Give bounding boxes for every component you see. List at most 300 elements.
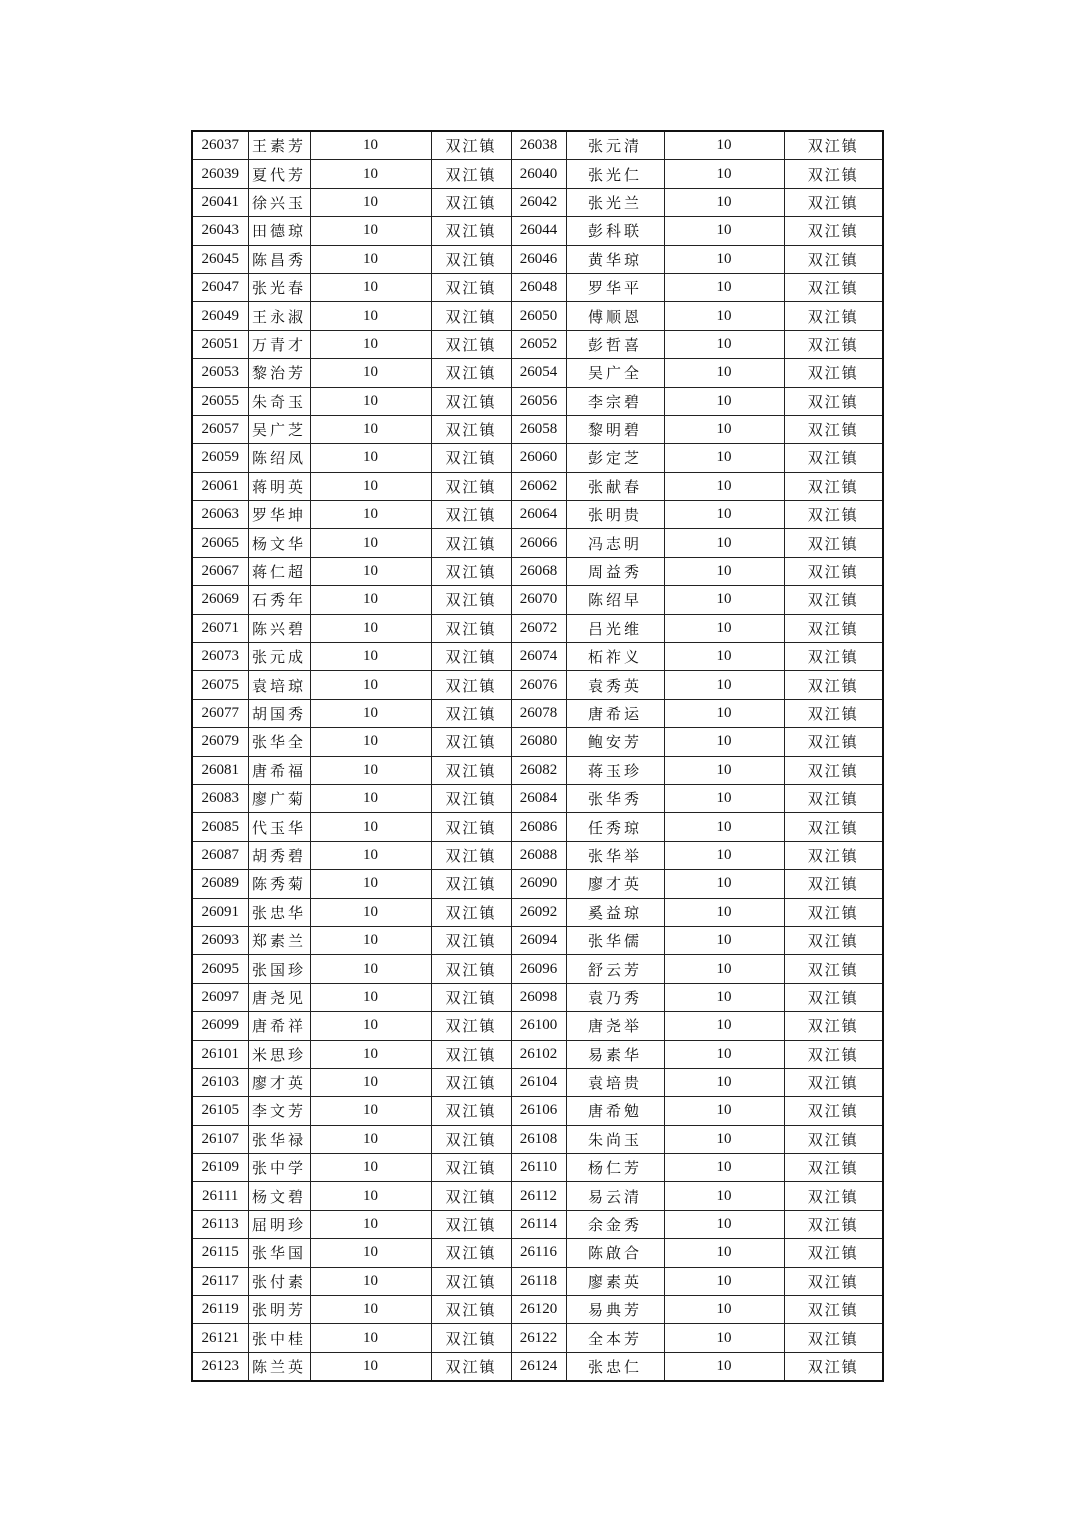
- record-number-cell: 26113: [192, 1210, 248, 1238]
- town-cell: 双江镇: [784, 1239, 883, 1267]
- town-cell: 双江镇: [784, 529, 883, 557]
- record-number-cell: 26105: [192, 1097, 248, 1125]
- record-number-cell: 26065: [192, 529, 248, 557]
- town-cell: 双江镇: [431, 841, 511, 869]
- amount-cell: 10: [664, 472, 784, 500]
- person-name-cell: 屈明珍: [248, 1210, 310, 1238]
- amount-cell: 10: [310, 131, 431, 160]
- record-number-cell: 26103: [192, 1068, 248, 1096]
- town-cell: 双江镇: [784, 1097, 883, 1125]
- person-name-cell: 徐兴玉: [248, 188, 310, 216]
- record-number-cell: 26081: [192, 756, 248, 784]
- person-name-cell: 张中桂: [248, 1324, 310, 1352]
- town-cell: 双江镇: [784, 302, 883, 330]
- town-cell: 双江镇: [784, 926, 883, 954]
- amount-cell: 10: [664, 387, 784, 415]
- table-row: [192, 614, 883, 642]
- record-number-cell: 26109: [192, 1154, 248, 1182]
- town-cell: 双江镇: [431, 359, 511, 387]
- town-cell: 双江镇: [784, 415, 883, 443]
- amount-cell: 10: [310, 444, 431, 472]
- town-cell: 双江镇: [784, 728, 883, 756]
- amount-cell: 10: [310, 1097, 431, 1125]
- record-number-cell: 26042: [511, 188, 566, 216]
- record-number-cell: 26106: [511, 1097, 566, 1125]
- person-name-cell: 朱奇玉: [248, 387, 310, 415]
- record-number-cell: 26093: [192, 926, 248, 954]
- town-cell: 双江镇: [431, 415, 511, 443]
- person-name-cell: 胡国秀: [248, 699, 310, 727]
- town-cell: 双江镇: [784, 188, 883, 216]
- record-number-cell: 26115: [192, 1239, 248, 1267]
- person-name-cell: 唐尧见: [248, 983, 310, 1011]
- town-cell: 双江镇: [784, 756, 883, 784]
- amount-cell: 10: [664, 614, 784, 642]
- person-name-cell: 张付素: [248, 1267, 310, 1295]
- person-name-cell: 易云清: [566, 1182, 664, 1210]
- record-number-cell: 26045: [192, 245, 248, 273]
- record-number-cell: 26076: [511, 671, 566, 699]
- amount-cell: 10: [310, 1352, 431, 1381]
- table-row: [192, 586, 883, 614]
- record-number-cell: 26097: [192, 983, 248, 1011]
- person-name-cell: 张明芳: [248, 1296, 310, 1324]
- person-name-cell: 舒云芳: [566, 955, 664, 983]
- town-cell: 双江镇: [431, 955, 511, 983]
- record-number-cell: 26077: [192, 699, 248, 727]
- amount-cell: 10: [664, 557, 784, 585]
- amount-cell: 10: [310, 1040, 431, 1068]
- town-cell: 双江镇: [431, 671, 511, 699]
- town-cell: 双江镇: [431, 1267, 511, 1295]
- table-row: [192, 1239, 883, 1267]
- town-cell: 双江镇: [784, 1352, 883, 1381]
- amount-cell: 10: [664, 330, 784, 358]
- record-number-cell: 26040: [511, 160, 566, 188]
- amount-cell: 10: [310, 557, 431, 585]
- record-number-cell: 26112: [511, 1182, 566, 1210]
- person-name-cell: 廖才英: [566, 870, 664, 898]
- amount-cell: 10: [664, 131, 784, 160]
- person-name-cell: 张华国: [248, 1239, 310, 1267]
- person-name-cell: 彭定芝: [566, 444, 664, 472]
- amount-cell: 10: [310, 217, 431, 245]
- table-row: [192, 955, 883, 983]
- record-number-cell: 26111: [192, 1182, 248, 1210]
- amount-cell: 10: [310, 1210, 431, 1238]
- record-number-cell: 26090: [511, 870, 566, 898]
- table-row: [192, 926, 883, 954]
- town-cell: 双江镇: [431, 557, 511, 585]
- record-number-cell: 26073: [192, 643, 248, 671]
- record-number-cell: 26120: [511, 1296, 566, 1324]
- record-number-cell: 26118: [511, 1267, 566, 1295]
- person-name-cell: 张中学: [248, 1154, 310, 1182]
- amount-cell: 10: [664, 643, 784, 671]
- record-number-cell: 26116: [511, 1239, 566, 1267]
- record-number-cell: 26068: [511, 557, 566, 585]
- person-name-cell: 黎治芳: [248, 359, 310, 387]
- amount-cell: 10: [664, 188, 784, 216]
- person-name-cell: 王永淑: [248, 302, 310, 330]
- record-number-cell: 26091: [192, 898, 248, 926]
- amount-cell: 10: [310, 273, 431, 301]
- amount-cell: 10: [664, 728, 784, 756]
- amount-cell: 10: [310, 728, 431, 756]
- town-cell: 双江镇: [431, 813, 511, 841]
- record-number-cell: 26098: [511, 983, 566, 1011]
- person-name-cell: 蒋仁超: [248, 557, 310, 585]
- amount-cell: 10: [664, 898, 784, 926]
- town-cell: 双江镇: [784, 501, 883, 529]
- town-cell: 双江镇: [784, 983, 883, 1011]
- record-number-cell: 26102: [511, 1040, 566, 1068]
- town-cell: 双江镇: [431, 1296, 511, 1324]
- amount-cell: 10: [310, 1182, 431, 1210]
- record-number-cell: 26062: [511, 472, 566, 500]
- town-cell: 双江镇: [784, 813, 883, 841]
- record-number-cell: 26085: [192, 813, 248, 841]
- table-row: [192, 671, 883, 699]
- person-name-cell: 陈啟合: [566, 1239, 664, 1267]
- table-row: [192, 472, 883, 500]
- table-row: [192, 1097, 883, 1125]
- town-cell: 双江镇: [431, 756, 511, 784]
- amount-cell: 10: [310, 756, 431, 784]
- amount-cell: 10: [310, 1154, 431, 1182]
- amount-cell: 10: [664, 1012, 784, 1040]
- town-cell: 双江镇: [784, 1040, 883, 1068]
- person-name-cell: 杨仁芳: [566, 1154, 664, 1182]
- record-number-cell: 26108: [511, 1125, 566, 1153]
- table-row: [192, 1040, 883, 1068]
- table-row: [192, 1012, 883, 1040]
- person-name-cell: 朱尚玉: [566, 1125, 664, 1153]
- person-name-cell: 余金秀: [566, 1210, 664, 1238]
- person-name-cell: 李文芳: [248, 1097, 310, 1125]
- table-row: [192, 784, 883, 812]
- person-name-cell: 易典芳: [566, 1296, 664, 1324]
- town-cell: 双江镇: [431, 1040, 511, 1068]
- amount-cell: 10: [664, 1068, 784, 1096]
- record-number-cell: 26082: [511, 756, 566, 784]
- record-number-cell: 26041: [192, 188, 248, 216]
- record-number-cell: 26086: [511, 813, 566, 841]
- person-name-cell: 张光春: [248, 273, 310, 301]
- table-row: [192, 728, 883, 756]
- town-cell: 双江镇: [784, 444, 883, 472]
- town-cell: 双江镇: [784, 1296, 883, 1324]
- town-cell: 双江镇: [431, 131, 511, 160]
- town-cell: 双江镇: [431, 273, 511, 301]
- table-row: [192, 444, 883, 472]
- person-name-cell: 廖才英: [248, 1068, 310, 1096]
- amount-cell: 10: [310, 870, 431, 898]
- person-name-cell: 唐希福: [248, 756, 310, 784]
- amount-cell: 10: [664, 160, 784, 188]
- town-cell: 双江镇: [431, 870, 511, 898]
- amount-cell: 10: [310, 1296, 431, 1324]
- town-cell: 双江镇: [784, 217, 883, 245]
- town-cell: 双江镇: [784, 1125, 883, 1153]
- person-name-cell: 唐希勉: [566, 1097, 664, 1125]
- person-name-cell: 唐希运: [566, 699, 664, 727]
- amount-cell: 10: [310, 359, 431, 387]
- record-number-cell: 26066: [511, 529, 566, 557]
- person-name-cell: 傅顺恩: [566, 302, 664, 330]
- record-number-cell: 26104: [511, 1068, 566, 1096]
- person-name-cell: 张献春: [566, 472, 664, 500]
- person-name-cell: 张华秀: [566, 784, 664, 812]
- town-cell: 双江镇: [784, 1012, 883, 1040]
- table-row: [192, 643, 883, 671]
- amount-cell: 10: [664, 415, 784, 443]
- person-name-cell: 奚益琼: [566, 898, 664, 926]
- person-name-cell: 陈秀菊: [248, 870, 310, 898]
- amount-cell: 10: [664, 1040, 784, 1068]
- amount-cell: 10: [310, 614, 431, 642]
- person-name-cell: 吴广全: [566, 359, 664, 387]
- amount-cell: 10: [310, 330, 431, 358]
- table-row: [192, 1210, 883, 1238]
- table-row: [192, 273, 883, 301]
- person-name-cell: 胡秀碧: [248, 841, 310, 869]
- person-name-cell: 蒋玉珍: [566, 756, 664, 784]
- person-name-cell: 杨文碧: [248, 1182, 310, 1210]
- town-cell: 双江镇: [431, 217, 511, 245]
- town-cell: 双江镇: [431, 1097, 511, 1125]
- table-row: [192, 841, 883, 869]
- record-number-cell: 26079: [192, 728, 248, 756]
- person-name-cell: 陈昌秀: [248, 245, 310, 273]
- amount-cell: 10: [310, 841, 431, 869]
- amount-cell: 10: [664, 1267, 784, 1295]
- amount-cell: 10: [664, 671, 784, 699]
- amount-cell: 10: [310, 983, 431, 1011]
- person-name-cell: 冯志明: [566, 529, 664, 557]
- person-name-cell: 吴广芝: [248, 415, 310, 443]
- amount-cell: 10: [310, 1239, 431, 1267]
- person-name-cell: 袁秀英: [566, 671, 664, 699]
- record-number-cell: 26057: [192, 415, 248, 443]
- amount-cell: 10: [310, 1125, 431, 1153]
- amount-cell: 10: [310, 188, 431, 216]
- town-cell: 双江镇: [431, 784, 511, 812]
- record-number-cell: 26101: [192, 1040, 248, 1068]
- town-cell: 双江镇: [431, 614, 511, 642]
- record-number-cell: 26047: [192, 273, 248, 301]
- town-cell: 双江镇: [784, 273, 883, 301]
- record-number-cell: 26075: [192, 671, 248, 699]
- table-row: [192, 813, 883, 841]
- person-name-cell: 袁培贵: [566, 1068, 664, 1096]
- amount-cell: 10: [310, 387, 431, 415]
- town-cell: 双江镇: [431, 330, 511, 358]
- town-cell: 双江镇: [431, 643, 511, 671]
- person-name-cell: 张光兰: [566, 188, 664, 216]
- amount-cell: 10: [664, 784, 784, 812]
- table-row: [192, 415, 883, 443]
- person-name-cell: 张元成: [248, 643, 310, 671]
- person-name-cell: 全本芳: [566, 1324, 664, 1352]
- amount-cell: 10: [310, 302, 431, 330]
- amount-cell: 10: [664, 444, 784, 472]
- town-cell: 双江镇: [784, 784, 883, 812]
- amount-cell: 10: [664, 1352, 784, 1381]
- person-name-cell: 罗华坤: [248, 501, 310, 529]
- person-name-cell: 代玉华: [248, 813, 310, 841]
- table-row: [192, 1182, 883, 1210]
- amount-cell: 10: [664, 870, 784, 898]
- amount-cell: 10: [664, 1296, 784, 1324]
- amount-cell: 10: [310, 472, 431, 500]
- person-name-cell: 蒋明英: [248, 472, 310, 500]
- record-number-cell: 26052: [511, 330, 566, 358]
- amount-cell: 10: [310, 898, 431, 926]
- record-number-cell: 26124: [511, 1352, 566, 1381]
- table-row: [192, 898, 883, 926]
- person-name-cell: 张华禄: [248, 1125, 310, 1153]
- town-cell: 双江镇: [784, 245, 883, 273]
- record-number-cell: 26061: [192, 472, 248, 500]
- person-name-cell: 王素芳: [248, 131, 310, 160]
- table-row: [192, 501, 883, 529]
- person-name-cell: 张国珍: [248, 955, 310, 983]
- amount-cell: 10: [310, 1012, 431, 1040]
- person-name-cell: 唐希祥: [248, 1012, 310, 1040]
- table-row: [192, 1267, 883, 1295]
- amount-cell: 10: [310, 784, 431, 812]
- town-cell: 双江镇: [431, 699, 511, 727]
- person-name-cell: 黄华琼: [566, 245, 664, 273]
- roster-body: [192, 131, 883, 1381]
- town-cell: 双江镇: [431, 1239, 511, 1267]
- record-number-cell: 26055: [192, 387, 248, 415]
- person-name-cell: 张忠仁: [566, 1352, 664, 1381]
- town-cell: 双江镇: [431, 387, 511, 415]
- record-number-cell: 26069: [192, 586, 248, 614]
- record-number-cell: 26078: [511, 699, 566, 727]
- record-number-cell: 26064: [511, 501, 566, 529]
- person-name-cell: 罗华平: [566, 273, 664, 301]
- record-number-cell: 26072: [511, 614, 566, 642]
- table-row: [192, 1125, 883, 1153]
- record-number-cell: 26080: [511, 728, 566, 756]
- table-row: [192, 529, 883, 557]
- amount-cell: 10: [664, 1182, 784, 1210]
- table-row: [192, 983, 883, 1011]
- amount-cell: 10: [310, 586, 431, 614]
- record-number-cell: 26088: [511, 841, 566, 869]
- amount-cell: 10: [310, 415, 431, 443]
- table-row: [192, 699, 883, 727]
- town-cell: 双江镇: [784, 1324, 883, 1352]
- amount-cell: 10: [664, 1125, 784, 1153]
- town-cell: 双江镇: [784, 898, 883, 926]
- amount-cell: 10: [664, 1324, 784, 1352]
- table-row: [192, 557, 883, 585]
- amount-cell: 10: [664, 841, 784, 869]
- town-cell: 双江镇: [784, 131, 883, 160]
- person-name-cell: 张明贵: [566, 501, 664, 529]
- record-number-cell: 26123: [192, 1352, 248, 1381]
- record-number-cell: 26063: [192, 501, 248, 529]
- town-cell: 双江镇: [784, 671, 883, 699]
- record-number-cell: 26117: [192, 1267, 248, 1295]
- record-number-cell: 26051: [192, 330, 248, 358]
- town-cell: 双江镇: [431, 444, 511, 472]
- person-name-cell: 米思珍: [248, 1040, 310, 1068]
- person-name-cell: 万青才: [248, 330, 310, 358]
- record-number-cell: 26107: [192, 1125, 248, 1153]
- amount-cell: 10: [664, 1210, 784, 1238]
- person-name-cell: 郑素兰: [248, 926, 310, 954]
- amount-cell: 10: [664, 586, 784, 614]
- person-name-cell: 唐尧举: [566, 1012, 664, 1040]
- person-name-cell: 黎明碧: [566, 415, 664, 443]
- record-number-cell: 26074: [511, 643, 566, 671]
- record-number-cell: 26038: [511, 131, 566, 160]
- amount-cell: 10: [664, 699, 784, 727]
- record-number-cell: 26050: [511, 302, 566, 330]
- table-row: [192, 359, 883, 387]
- person-name-cell: 张忠华: [248, 898, 310, 926]
- town-cell: 双江镇: [431, 983, 511, 1011]
- table-row: [192, 302, 883, 330]
- town-cell: 双江镇: [784, 359, 883, 387]
- amount-cell: 10: [664, 273, 784, 301]
- amount-cell: 10: [664, 529, 784, 557]
- person-name-cell: 石秀年: [248, 586, 310, 614]
- amount-cell: 10: [664, 359, 784, 387]
- amount-cell: 10: [310, 643, 431, 671]
- town-cell: 双江镇: [784, 557, 883, 585]
- amount-cell: 10: [310, 671, 431, 699]
- town-cell: 双江镇: [784, 160, 883, 188]
- person-name-cell: 张华举: [566, 841, 664, 869]
- amount-cell: 10: [664, 955, 784, 983]
- person-name-cell: 张元清: [566, 131, 664, 160]
- town-cell: 双江镇: [784, 955, 883, 983]
- town-cell: 双江镇: [784, 1267, 883, 1295]
- amount-cell: 10: [664, 302, 784, 330]
- person-name-cell: 袁乃秀: [566, 983, 664, 1011]
- town-cell: 双江镇: [784, 472, 883, 500]
- table-row: [192, 1068, 883, 1096]
- amount-cell: 10: [664, 926, 784, 954]
- town-cell: 双江镇: [784, 841, 883, 869]
- town-cell: 双江镇: [784, 1154, 883, 1182]
- person-name-cell: 袁培琼: [248, 671, 310, 699]
- town-cell: 双江镇: [784, 387, 883, 415]
- amount-cell: 10: [310, 1267, 431, 1295]
- record-number-cell: 26121: [192, 1324, 248, 1352]
- record-number-cell: 26100: [511, 1012, 566, 1040]
- town-cell: 双江镇: [431, 245, 511, 273]
- record-number-cell: 26099: [192, 1012, 248, 1040]
- amount-cell: 10: [664, 813, 784, 841]
- record-number-cell: 26089: [192, 870, 248, 898]
- record-number-cell: 26048: [511, 273, 566, 301]
- town-cell: 双江镇: [431, 1068, 511, 1096]
- record-number-cell: 26084: [511, 784, 566, 812]
- town-cell: 双江镇: [784, 643, 883, 671]
- person-name-cell: 彭哲喜: [566, 330, 664, 358]
- record-number-cell: 26049: [192, 302, 248, 330]
- person-name-cell: 张光仁: [566, 160, 664, 188]
- amount-cell: 10: [310, 955, 431, 983]
- record-number-cell: 26054: [511, 359, 566, 387]
